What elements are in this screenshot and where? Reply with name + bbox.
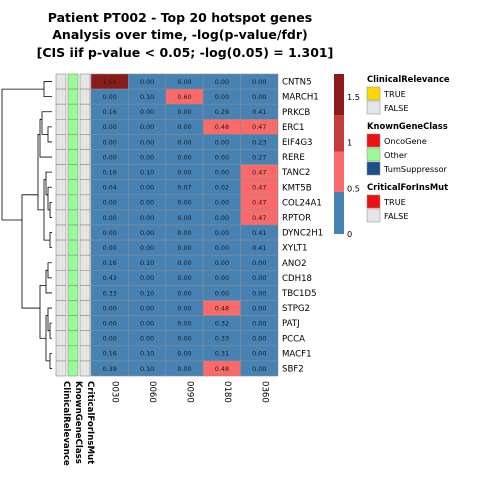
- color-scale-tick: 0: [347, 229, 353, 239]
- cell-value-label: 0.47: [252, 198, 267, 207]
- cell-value-label: 0.00: [214, 198, 230, 207]
- cell-value-label: 0.00: [139, 319, 155, 328]
- cell-value-label: 0.00: [139, 304, 155, 313]
- annotation-cell: [56, 210, 66, 225]
- legend-item-label: OncoGene: [384, 136, 427, 146]
- cell-value-label: 0.00: [214, 259, 230, 268]
- cell-value-label: 0.00: [214, 138, 230, 147]
- cell-value-label: 0.16: [102, 349, 117, 358]
- cell-value-label: 0.00: [214, 77, 230, 86]
- annotation-cell: [80, 210, 90, 225]
- color-scale-tick: 1: [347, 137, 353, 148]
- cell-value-label: 0.00: [214, 213, 230, 222]
- annotation-cell: [56, 255, 66, 270]
- cell-value-label: 0.00: [102, 138, 117, 147]
- annotation-cell: [56, 285, 66, 300]
- row-label: DYNC2H1: [282, 228, 324, 239]
- column-labels: [110, 381, 270, 403]
- dendrogram-branch: [22, 195, 40, 308]
- row-label: RERE: [282, 153, 305, 164]
- row-label: KMT5B: [282, 183, 312, 194]
- annotation-cell: [56, 301, 66, 316]
- annotation-cell: [80, 165, 90, 180]
- chart-title-line-1: Patient PT002 - Top 20 hotspot genes: [47, 10, 313, 25]
- annotation-cell: [68, 270, 78, 285]
- annotation-cell: [80, 346, 90, 361]
- cell-value-label: 0.10: [139, 92, 155, 101]
- cell-value-label: 0.00: [102, 153, 117, 162]
- annotation-cell: [56, 225, 66, 240]
- column-label: 0180: [221, 381, 232, 403]
- cell-value-label: 0.16: [102, 168, 117, 177]
- cell-value-label: 0.00: [139, 228, 155, 237]
- dendrogram-branch: [42, 112, 52, 135]
- annotation-cell: [68, 331, 78, 346]
- annotation-cell: [56, 180, 66, 195]
- annotation-cell: [80, 150, 90, 165]
- cell-value-label: 0.00: [139, 334, 155, 343]
- cell-value-label: 1.55: [102, 77, 117, 86]
- cell-value-label: 0.16: [102, 259, 117, 268]
- annotation-cell: [56, 361, 66, 376]
- row-label: MACF1: [282, 349, 312, 360]
- cell-value-label: 0.00: [177, 153, 192, 162]
- cell-value-label: 0.27: [252, 153, 267, 162]
- cell-value-label: 0.00: [214, 289, 230, 298]
- row-label: PRKCB: [282, 107, 311, 118]
- annotation-cell: [68, 180, 78, 195]
- annotation-cell: [80, 240, 90, 255]
- legend-item-label: Other: [384, 150, 408, 160]
- cell-value-label: 0.00: [214, 274, 230, 283]
- dendrogram-branch: [40, 285, 46, 338]
- annotation-cell: [56, 134, 66, 149]
- cell-value-label: 0.23: [252, 138, 267, 147]
- row-label: XYLT1: [282, 243, 308, 254]
- cell-value-label: 0.43: [102, 274, 117, 283]
- annotation-cell: [68, 240, 78, 255]
- cell-value-label: 0.00: [177, 319, 192, 328]
- row-label: TBC1D5: [282, 288, 317, 299]
- cell-value-label: 0.10: [139, 349, 155, 358]
- annotation-cell: [80, 316, 90, 331]
- cell-value-label: 0.00: [252, 349, 267, 358]
- cell-value-label: 0.39: [102, 364, 117, 373]
- dendrogram-branch: [50, 233, 52, 248]
- dendrogram-branch: [38, 134, 44, 210]
- cell-value-label: 0.00: [102, 198, 117, 207]
- color-scale-bin: [334, 74, 344, 115]
- cell-value-label: 0.00: [139, 138, 155, 147]
- dendrogram-branch: [48, 263, 52, 278]
- chart-title-line-2: Analysis over time, -log(p-value/fdr): [52, 27, 308, 42]
- cell-value-label: 0.47: [252, 168, 267, 177]
- color-scale-tick: 1.5: [347, 91, 361, 102]
- cell-value-label: 0.00: [177, 138, 192, 147]
- annotation-cell: [68, 316, 78, 331]
- cell-value-label: 0.48: [214, 123, 230, 132]
- annotation-cell: [56, 331, 66, 346]
- annotation-cell: [56, 150, 66, 165]
- cell-value-label: 0.00: [177, 259, 192, 268]
- cell-value-label: 0.00: [177, 213, 192, 222]
- cell-value-label: 0.00: [177, 364, 192, 373]
- annotation-cell: [68, 165, 78, 180]
- cell-value-label: 0.00: [252, 77, 267, 86]
- row-label: TANC2: [282, 168, 311, 179]
- row-label: EIF4G3: [282, 137, 313, 148]
- cell-value-label: 0.10: [139, 289, 155, 298]
- annotation-cell: [68, 225, 78, 240]
- cell-value-label: 0.60: [177, 92, 192, 101]
- cell-value-label: 0.00: [139, 77, 155, 86]
- cell-value-label: 0.00: [252, 274, 267, 283]
- annotation-cell: [80, 180, 90, 195]
- annotation-cell: [56, 104, 66, 119]
- annotation-cell: [68, 134, 78, 149]
- cell-value-label: 0.00: [252, 334, 267, 343]
- cell-value-label: 0.48: [214, 304, 230, 313]
- annotation-cell: [56, 165, 66, 180]
- annotation-cell: [80, 195, 90, 210]
- cell-value-label: 0.00: [177, 274, 192, 283]
- cell-value-label: 0.29: [214, 108, 230, 117]
- cell-value-label: 0.16: [102, 108, 117, 117]
- cell-value-label: 0.00: [177, 123, 192, 132]
- annotation-cell: [68, 74, 78, 89]
- cell-value-label: 0.00: [102, 213, 117, 222]
- annotation-legends: [367, 74, 450, 222]
- cell-value-label: 0.00: [214, 153, 230, 162]
- cell-value-label: 0.00: [177, 334, 192, 343]
- cell-value-label: 0.00: [177, 228, 192, 237]
- row-label: STPG2: [282, 304, 311, 315]
- cell-value-label: 0.31: [214, 349, 230, 358]
- cell-value-label: 0.00: [102, 334, 117, 343]
- cell-value-label: 0.00: [139, 123, 155, 132]
- row-annotation-columns: [56, 74, 90, 376]
- color-scale-bin: [334, 115, 344, 152]
- legend-title: ClinicalRelevance: [367, 74, 450, 84]
- cell-value-label: 0.00: [214, 228, 230, 237]
- legend-item-label: TRUE: [384, 89, 406, 99]
- annotation-cell: [68, 285, 78, 300]
- row-label: CNTN5: [282, 77, 312, 88]
- annotation-cell: [56, 74, 66, 89]
- legend-swatch: [367, 134, 380, 147]
- legend-swatch: [367, 195, 380, 208]
- cell-value-label: 0.00: [139, 243, 155, 252]
- cell-value-label: 0.41: [252, 108, 267, 117]
- chart-title-line-3: [CIS iif p-value < 0.05; -log(0.05) = 1.301]: [36, 45, 334, 60]
- row-label: PCCA: [282, 334, 306, 345]
- row-label: ANO2: [282, 258, 307, 269]
- cell-value-label: 0.00: [252, 259, 267, 268]
- cell-value-label: 0.00: [214, 243, 230, 252]
- annotation-cell: [56, 89, 66, 104]
- annotation-cell: [80, 104, 90, 119]
- cell-value-label: 0.00: [177, 304, 192, 313]
- row-label: PATJ: [282, 319, 300, 330]
- cell-value-label: 0.00: [177, 198, 192, 207]
- annotation-cell: [80, 361, 90, 376]
- cell-value-label: 0.00: [177, 243, 192, 252]
- cell-value-label: 0.48: [214, 364, 230, 373]
- cell-value-label: 0.10: [139, 364, 155, 373]
- cell-value-label: 0.00: [102, 304, 117, 313]
- annotation-cell: [56, 346, 66, 361]
- cell-value-label: 0.02: [214, 183, 230, 192]
- row-label: SBF2: [282, 364, 304, 375]
- annotation-axis-label: KnownGeneClass: [73, 381, 83, 464]
- legend-swatch: [367, 148, 380, 161]
- cell-value-label: 0.00: [102, 228, 117, 237]
- cell-value-label: 0.00: [139, 183, 155, 192]
- cell-value-label: 0.00: [177, 168, 192, 177]
- cell-value-label: 0.33: [102, 289, 117, 298]
- cell-value-label: 0.47: [252, 213, 267, 222]
- row-label: COL24A1: [282, 198, 322, 209]
- dendrogram-branch: [48, 127, 52, 142]
- annotation-cell: [56, 240, 66, 255]
- cell-value-label: 0.00: [177, 289, 192, 298]
- cell-value-label: 0.41: [252, 228, 267, 237]
- legend-swatch: [367, 87, 380, 100]
- cell-value-label: 0.00: [252, 92, 267, 101]
- annotation-cell: [68, 255, 78, 270]
- cell-value-label: 0.04: [102, 183, 117, 192]
- annotation-cell: [80, 301, 90, 316]
- legend-item-label: TRUE: [384, 197, 406, 207]
- column-label: 0030: [109, 381, 120, 403]
- legend-item-label: FALSE: [384, 103, 409, 113]
- row-labels: [281, 78, 323, 375]
- annotation-cell: [80, 119, 90, 134]
- annotation-cell: [68, 301, 78, 316]
- annotation-cell: [68, 104, 78, 119]
- color-scale-bin: [334, 192, 344, 234]
- row-label: RPTOR: [282, 213, 312, 224]
- annotation-cell: [68, 119, 78, 134]
- legend-swatch: [367, 101, 380, 114]
- column-label: 0060: [147, 381, 158, 403]
- cell-value-label: 0.00: [139, 108, 155, 117]
- cell-value-label: 0.00: [139, 213, 155, 222]
- cell-value-label: 0.00: [177, 108, 192, 117]
- cell-value-label: 0.00: [139, 198, 155, 207]
- annotation-cell: [56, 316, 66, 331]
- cell-value-label: 0.00: [214, 92, 230, 101]
- annotation-cell: [68, 361, 78, 376]
- legend-title: CriticalForInsMut: [367, 182, 449, 192]
- column-label: 0090: [184, 381, 195, 403]
- cell-value-label: 0.00: [252, 319, 267, 328]
- cell-value-label: 0.00: [177, 77, 192, 86]
- dendrogram-branch: [50, 323, 52, 338]
- cell-value-label: 0.00: [139, 153, 155, 162]
- annotation-cell: [80, 285, 90, 300]
- annotation-cell: [80, 134, 90, 149]
- legend-item-label: FALSE: [384, 211, 409, 221]
- annotation-cell: [80, 331, 90, 346]
- cell-value-label: 0.00: [102, 92, 117, 101]
- annotation-cell: [68, 210, 78, 225]
- legend-item-label: TumSuppressor: [384, 164, 447, 174]
- cell-value-label: 0.07: [177, 183, 192, 192]
- row-label: CDH18: [282, 273, 313, 284]
- cell-value-label: 0.00: [102, 123, 117, 132]
- cell-value-label: 0.00: [252, 364, 267, 373]
- annotation-cell: [80, 74, 90, 89]
- heatmap-cells: [91, 74, 278, 376]
- cell-value-label: 0.32: [214, 319, 230, 328]
- dendrogram-branch: [50, 353, 52, 368]
- color-scale-legend: [334, 74, 360, 239]
- cell-value-label: 0.33: [214, 334, 230, 343]
- annotation-axis-labels: [61, 381, 95, 466]
- column-label: 0360: [259, 381, 270, 403]
- annotation-cell: [68, 89, 78, 104]
- annotation-cell: [80, 255, 90, 270]
- cell-value-label: 0.00: [177, 349, 192, 358]
- row-dendrogram: [2, 82, 52, 369]
- annotation-cell: [56, 270, 66, 285]
- cell-value-label: 0.00: [102, 319, 117, 328]
- color-scale-bin: [334, 152, 344, 192]
- cell-value-label: 0.47: [252, 123, 267, 132]
- annotation-cell: [80, 225, 90, 240]
- dendrogram-branch: [50, 202, 52, 217]
- row-label: MARCH1: [282, 92, 319, 103]
- legend-swatch: [367, 209, 380, 222]
- annotation-axis-label: CriticalForInsMut: [85, 381, 95, 465]
- cell-value-label: 0.10: [139, 259, 155, 268]
- dendrogram-branch: [46, 172, 52, 195]
- cell-value-label: 0.00: [252, 304, 267, 313]
- legend-swatch: [367, 162, 380, 175]
- annotation-axis-label: ClinicalRelevance: [61, 381, 71, 466]
- cell-value-label: 0.41: [252, 243, 267, 252]
- cell-value-label: 0.00: [214, 168, 230, 177]
- row-label: ERC1: [282, 122, 305, 133]
- cell-value-label: 0.00: [252, 289, 267, 298]
- dendrogram-branch: [44, 82, 52, 97]
- annotation-cell: [68, 195, 78, 210]
- cell-value-label: 0.00: [102, 243, 117, 252]
- annotation-cell: [56, 195, 66, 210]
- annotation-cell: [80, 270, 90, 285]
- cell-value-label: 0.47: [252, 183, 267, 192]
- annotation-cell: [68, 346, 78, 361]
- color-scale-tick: 0.5: [347, 183, 361, 194]
- cell-value-label: 0.00: [139, 274, 155, 283]
- legend-title: KnownGeneClass: [367, 121, 448, 131]
- annotation-cell: [68, 150, 78, 165]
- annotation-cell: [56, 119, 66, 134]
- annotation-cell: [80, 89, 90, 104]
- cell-value-label: 0.10: [139, 168, 155, 177]
- chart-title: [37, 10, 334, 60]
- dendrogram-branch: [46, 270, 52, 293]
